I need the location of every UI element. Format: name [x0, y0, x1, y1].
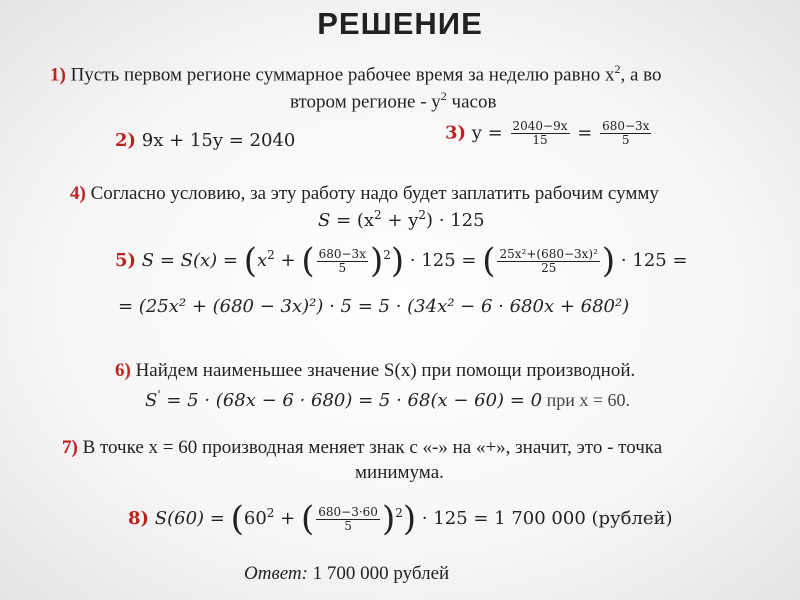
step5-line2: = (25x² + (680 − 3x)²) · 5 = 5 · (34x² − 6 · 680x + 680²) [118, 296, 630, 317]
step8-fraction [316, 506, 380, 533]
times-125: · 125 = [409, 250, 477, 271]
x-var: x [256, 250, 268, 271]
step5-lhs: S = S(x) = [141, 250, 238, 271]
step3-number: 3) [445, 122, 467, 144]
step8-number: 8) [128, 508, 150, 529]
fraction-numerator: 680−3x [318, 246, 366, 261]
sup-2: 2 [267, 248, 275, 262]
times-125: · 125 = [620, 250, 688, 271]
plus-sign: + [280, 250, 296, 271]
fraction-numerator: 2040−9x [512, 119, 568, 133]
step7-line1 [62, 437, 662, 459]
step1-line1 [50, 62, 662, 86]
answer-value: 1 700 000 рублей [307, 563, 450, 584]
fraction-numerator: 680−3x [602, 119, 650, 133]
step1-sup: 2 [614, 62, 621, 76]
formula-sup: 2 [374, 208, 382, 222]
fraction-denominator: 15 [532, 133, 548, 147]
paren-open: ( [301, 241, 315, 281]
step5-fraction [317, 248, 368, 275]
step4-text: Согласно условию, за эту работу надо будет заплатить рабочим сумму [90, 183, 659, 204]
derivative-condition: при x = 60. [542, 390, 630, 410]
sup-2: 2 [383, 248, 391, 262]
paren-close: ) [402, 499, 417, 539]
step7-line2: минимума. [355, 462, 444, 483]
step6-number: 6) [115, 360, 131, 381]
step2-number: 2) [115, 130, 137, 151]
paren-open: ( [482, 241, 496, 281]
page-title: РЕШЕНИЕ [317, 6, 483, 41]
step6-line1 [115, 360, 635, 382]
answer-label: Ответ: [244, 563, 308, 584]
step3 [445, 120, 653, 147]
paren-close: ) [390, 241, 405, 281]
step5-number: 5) [115, 250, 137, 271]
fraction-denominator: 5 [344, 518, 352, 533]
step1-number: 1) [50, 64, 66, 86]
step1-line2-text: втором регионе - y [290, 91, 441, 113]
step4-formula [318, 208, 485, 231]
step3-lhs: y = [471, 122, 503, 144]
fraction-denominator: 5 [338, 260, 347, 275]
step5-line1 [115, 241, 688, 281]
step1-text-end: , а во [620, 64, 662, 86]
paren-open: ( [230, 499, 244, 539]
step1-text: Пусть первом регионе суммарное рабочее время за неделю равно x [70, 64, 615, 86]
step8-result: · 125 = 1 700 000 (рублей) [421, 508, 673, 529]
formula-sup: 2 [418, 208, 427, 222]
step1-line2-end: часов [446, 91, 497, 113]
step3-equals: = [577, 122, 593, 144]
step3-fraction-1 [511, 120, 570, 147]
step5-fraction-2 [497, 248, 599, 275]
paren-close: ) [369, 241, 384, 281]
step4-line1 [70, 183, 659, 205]
paren-open: ( [300, 499, 315, 539]
step8-lhs: S(60) = [154, 508, 225, 529]
step7-text: В точке x = 60 производная меняет знак с «-» на «+», значит, это - точка [82, 437, 663, 458]
formula-part: = (x [330, 210, 375, 231]
paren-close: ) [601, 241, 616, 281]
formula-part: ) · 125 [426, 210, 485, 231]
step1-line2-sup: 2 [440, 89, 447, 103]
fraction-denominator: 25 [541, 260, 557, 275]
prime-mark: ' [157, 388, 161, 402]
formula-part: + y [381, 210, 419, 231]
derivative-expression: = 5 · (68x − 6 · 680) = 5 · 68(x − 60) = 0 [160, 390, 543, 411]
sup-2: 2 [266, 506, 275, 520]
step6-derivative [145, 388, 630, 411]
fraction-numerator: 680−3·60 [318, 504, 378, 519]
step7-number: 7) [62, 437, 78, 458]
sup-2: 2 [395, 506, 403, 520]
derivative-symbol: S [145, 390, 158, 411]
sum-symbol: S [318, 210, 331, 231]
step2-equation: 9x + 15y = 2040 [141, 130, 296, 151]
step6-text: Найдем наименьшее значение S(x) при помощи производной. [135, 360, 636, 381]
step3-fraction-2 [600, 120, 651, 147]
answer [244, 563, 449, 585]
step2 [115, 130, 295, 151]
step8 [128, 499, 673, 539]
paren-open: ( [243, 241, 257, 281]
paren-close: ) [381, 499, 396, 539]
step1-line2 [290, 89, 496, 113]
fraction-numerator: 25x²+(680−3x)² [499, 246, 598, 261]
plus-sign: + [280, 508, 296, 529]
base-60: 60 [243, 508, 267, 529]
step4-number: 4) [70, 183, 86, 204]
fraction-denominator: 5 [621, 133, 630, 147]
